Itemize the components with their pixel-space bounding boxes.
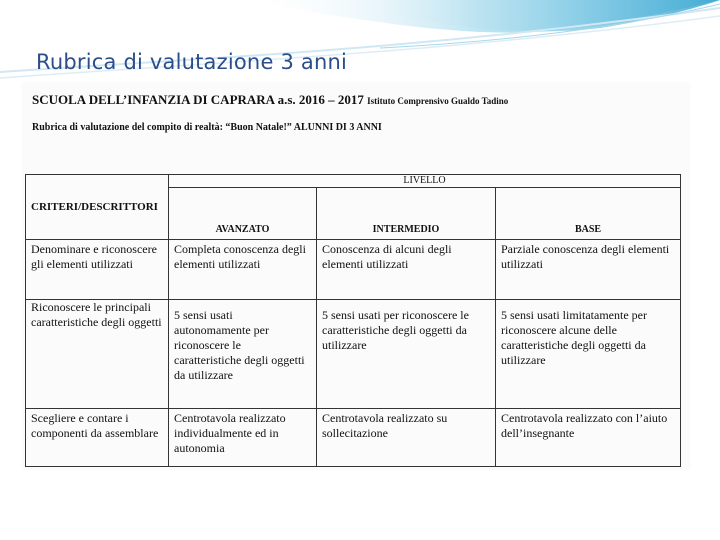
decorative-swoosh bbox=[0, 0, 720, 90]
table-cell: 5 sensi usati per riconoscere le caratteristiche degli oggetti da utilizzare bbox=[317, 299, 496, 408]
rubric-table bbox=[25, 174, 681, 467]
table-cell: Parziale conoscenza degli elementi utilizzati bbox=[496, 239, 681, 299]
table-cell: Conoscenza di alcuni degli elementi utilizzati bbox=[317, 239, 496, 299]
level-intermedio: INTERMEDIO bbox=[317, 188, 496, 240]
level-row bbox=[26, 175, 681, 188]
level-header: LIVELLO bbox=[169, 175, 681, 188]
slide-title: Rubrica di valutazione 3 anni bbox=[36, 50, 347, 74]
table-cell: Completa conoscenza degli elementi utilizzati bbox=[169, 239, 317, 299]
criterion-cell: Scegliere e contare i componenti da assemblare bbox=[26, 408, 169, 466]
table-row bbox=[26, 299, 681, 408]
table-row bbox=[26, 239, 681, 299]
criterion-cell: Denominare e riconoscere gli elementi utilizzati bbox=[26, 239, 169, 299]
school-header bbox=[32, 92, 508, 108]
table-cell: Centrotavola realizzato con l’aiuto dell’insegnante bbox=[496, 408, 681, 466]
criterion-cell: Riconoscere le principali caratteristiche degli oggetti bbox=[26, 299, 169, 408]
rubric-subtitle: Rubrica di valutazione del compito di realtà: “Buon Natale!” ALUNNI DI 3 ANNI bbox=[32, 122, 382, 133]
level-avanzato: AVANZATO bbox=[169, 188, 317, 240]
table-cell: 5 sensi usati autonomamente per riconoscere le caratteristiche degli oggetti da utilizzare bbox=[169, 299, 317, 408]
table-cell: Centrotavola realizzato individualmente ed in autonomia bbox=[169, 408, 317, 466]
school-year: a.s. 2016 – 2017 bbox=[274, 92, 368, 107]
empty-corner-cell bbox=[26, 175, 169, 188]
criteria-header: CRITERI/DESCRITTORI bbox=[26, 188, 169, 240]
table-cell: 5 sensi usati limitatamente per riconoscere alcune delle caratteristiche degli oggetti da utilizzare bbox=[496, 299, 681, 408]
level-base: BASE bbox=[496, 188, 681, 240]
institute-name: Istituto Comprensivo Gualdo Tadino bbox=[367, 96, 509, 106]
table-row bbox=[26, 408, 681, 466]
school-name: SCUOLA DELL’INFANZIA DI CAPRARA bbox=[32, 92, 275, 107]
header-row bbox=[26, 188, 681, 240]
table-cell: Centrotavola realizzato su sollecitazione bbox=[317, 408, 496, 466]
